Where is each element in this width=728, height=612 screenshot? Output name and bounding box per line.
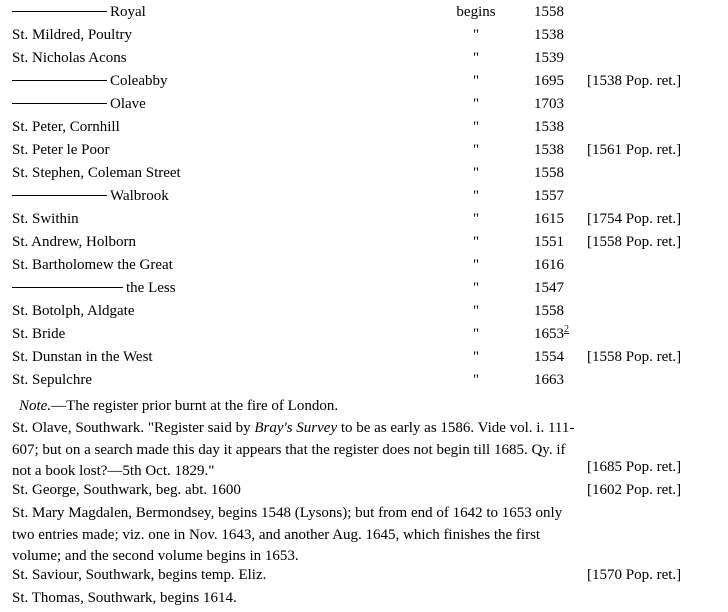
church-name-text: St. Botolph, Aldgate <box>12 303 135 319</box>
olave-text-1: St. Olave, Southwark. "Register said by <box>12 420 255 436</box>
begins-column: " <box>472 349 480 365</box>
register-year <box>534 185 564 208</box>
register-year <box>534 323 569 346</box>
register-year <box>534 277 564 300</box>
register-year-text: 1538 <box>534 27 564 43</box>
church-name-text: St. Dunstan in the West <box>12 349 153 365</box>
register-year <box>534 369 564 392</box>
church-name-text: St. Andrew, Holborn <box>12 234 137 250</box>
register-year <box>534 300 564 323</box>
table-row <box>0 70 728 93</box>
olave-text-2: to be as early as 1586. Vide vol. i. 111-607; but on a search made this day it appears that the register does not begin till 1685. Qy. if not a book lost?—5th Oct. 1829." <box>12 420 575 479</box>
table-row <box>0 231 728 254</box>
register-year <box>534 70 564 93</box>
register-year-text: 1695 <box>534 73 564 89</box>
footnote-link[interactable]: 2 <box>564 324 569 335</box>
table-row <box>0 300 728 323</box>
begins-column: " <box>472 142 480 158</box>
register-year-text: 1616 <box>534 257 564 273</box>
begins-column: " <box>472 50 480 66</box>
olave-italic-title: Bray's Survey <box>254 420 338 436</box>
register-year-text: 1653 <box>534 326 564 342</box>
ditto-dash <box>12 103 107 104</box>
register-year-text: 1558 <box>534 4 564 20</box>
register-year <box>534 208 564 231</box>
thomas-entry <box>0 587 728 610</box>
saviour-pop-note: [1570 Pop. ret.] <box>587 567 682 583</box>
register-year-text: 1703 <box>534 96 564 112</box>
church-name-text: Royal <box>110 4 146 20</box>
register-year <box>534 231 564 254</box>
church-name <box>12 162 181 185</box>
church-name <box>12 346 153 369</box>
table-row <box>0 139 728 162</box>
population-return-note: [1538 Pop. ret.] <box>587 73 682 89</box>
begins-column: " <box>472 119 480 135</box>
church-name <box>12 254 173 277</box>
population-return-note: [1754 Pop. ret.] <box>587 211 682 227</box>
magdalen-paragraph: St. Mary Magdalen, Bermondsey, begins 1548 (Lysons); but from end of 1642 to 1653 only two entries made; viz. one in Nov. 1643, and another Aug. 1645, which finishes the first volume; and the second volume begins in 1653. <box>12 505 563 564</box>
population-return-note: [1561 Pop. ret.] <box>587 142 682 158</box>
population-return-note: [1558 Pop. ret.] <box>587 234 682 250</box>
church-name-text: St. Mildred, Poultry <box>12 27 133 43</box>
register-year-text: 1663 <box>534 372 564 388</box>
register-year <box>534 254 564 277</box>
begins-column: " <box>472 96 480 112</box>
church-name-text: St. Bartholomew the Great <box>12 257 173 273</box>
begins-column: " <box>472 234 480 250</box>
church-name <box>12 139 110 162</box>
table-row <box>0 346 728 369</box>
church-name <box>12 231 136 254</box>
church-name <box>12 116 120 139</box>
register-year-text: 1615 <box>534 211 564 227</box>
register-year-text: 1539 <box>534 50 564 66</box>
church-name-text: Coleabby <box>110 73 168 89</box>
church-name-text: St. Peter le Poor <box>12 142 110 158</box>
olave-paragraph <box>12 418 577 483</box>
thomas-text: St. Thomas, Southwark, begins 1614. <box>12 590 237 606</box>
table-row <box>0 1 728 24</box>
george-text: St. George, Southwark, beg. abt. 1600 <box>12 482 241 498</box>
register-year <box>534 93 564 116</box>
begins-column: " <box>472 27 480 43</box>
register-year-text: 1538 <box>534 142 564 158</box>
register-year <box>534 116 564 139</box>
ditto-dash <box>12 287 123 288</box>
register-year-text: 1538 <box>534 119 564 135</box>
begins-column: " <box>472 326 480 342</box>
table-row <box>0 208 728 231</box>
begins-column: " <box>472 211 480 227</box>
table-row <box>0 369 728 392</box>
church-name-text: St. Peter, Cornhill <box>12 119 120 135</box>
begins-column: " <box>472 188 480 204</box>
table-row <box>0 116 728 139</box>
begins-column: " <box>472 280 480 296</box>
church-name <box>12 323 65 346</box>
table-row <box>0 162 728 185</box>
table-row <box>0 93 728 116</box>
table-row <box>0 24 728 47</box>
church-name-text: St. Sepulchre <box>12 372 92 388</box>
note-body: —The register prior burnt at the fire of London. <box>51 398 339 414</box>
begins-column: " <box>472 303 480 319</box>
begins-column: " <box>472 165 480 181</box>
register-year <box>534 162 564 185</box>
table-row <box>0 254 728 277</box>
table-row <box>0 47 728 70</box>
church-name-text: the Less <box>126 280 176 296</box>
note-label: Note. <box>19 398 52 414</box>
saviour-text: St. Saviour, Southwark, begins temp. Eliz. <box>12 567 267 583</box>
ditto-dash-name <box>12 185 169 208</box>
register-year-text: 1558 <box>534 165 564 181</box>
ditto-dash-name <box>12 1 146 24</box>
church-name-text: Walbrook <box>110 188 169 204</box>
table-row <box>0 185 728 208</box>
george-entry <box>0 479 728 502</box>
church-name <box>12 369 92 392</box>
church-name-text: St. Stephen, Coleman Street <box>12 165 181 181</box>
ditto-dash <box>12 80 107 81</box>
church-name-text: St. Swithin <box>12 211 79 227</box>
church-name <box>12 47 127 70</box>
table-row <box>0 277 728 300</box>
register-year <box>534 24 564 47</box>
footnote-marker <box>564 324 569 335</box>
register-year-text: 1558 <box>534 303 564 319</box>
church-name-text: St. Bride <box>12 326 66 342</box>
begins-column: " <box>472 73 480 89</box>
ditto-dash <box>12 11 107 12</box>
church-name-text: St. Nicholas Acons <box>12 50 127 66</box>
begins-column: " <box>472 257 480 273</box>
register-year-text: 1551 <box>534 234 564 250</box>
register-year <box>534 1 564 24</box>
church-name <box>12 24 132 47</box>
register-year-text: 1557 <box>534 188 564 204</box>
table-row <box>0 323 728 346</box>
note-line <box>0 395 728 418</box>
saviour-entry <box>0 564 728 587</box>
register-year <box>534 47 564 70</box>
church-name <box>12 300 135 323</box>
register-year-text: 1547 <box>534 280 564 296</box>
register-year <box>534 346 564 369</box>
church-name-text: Olave <box>110 96 146 112</box>
ditto-dash <box>12 195 107 196</box>
ditto-dash-name <box>12 93 146 116</box>
population-return-note: [1558 Pop. ret.] <box>587 349 682 365</box>
olave-pop-note: [1685 Pop. ret.] <box>587 459 682 475</box>
begins-column: begins <box>456 4 496 20</box>
begins-column: " <box>472 372 480 388</box>
george-pop-note: [1602 Pop. ret.] <box>587 482 682 498</box>
ditto-dash-name <box>12 70 168 93</box>
register-year-text: 1554 <box>534 349 564 365</box>
note-text <box>12 395 338 418</box>
church-name <box>12 208 79 231</box>
ditto-dash-name <box>12 277 176 300</box>
register-year <box>534 139 564 162</box>
